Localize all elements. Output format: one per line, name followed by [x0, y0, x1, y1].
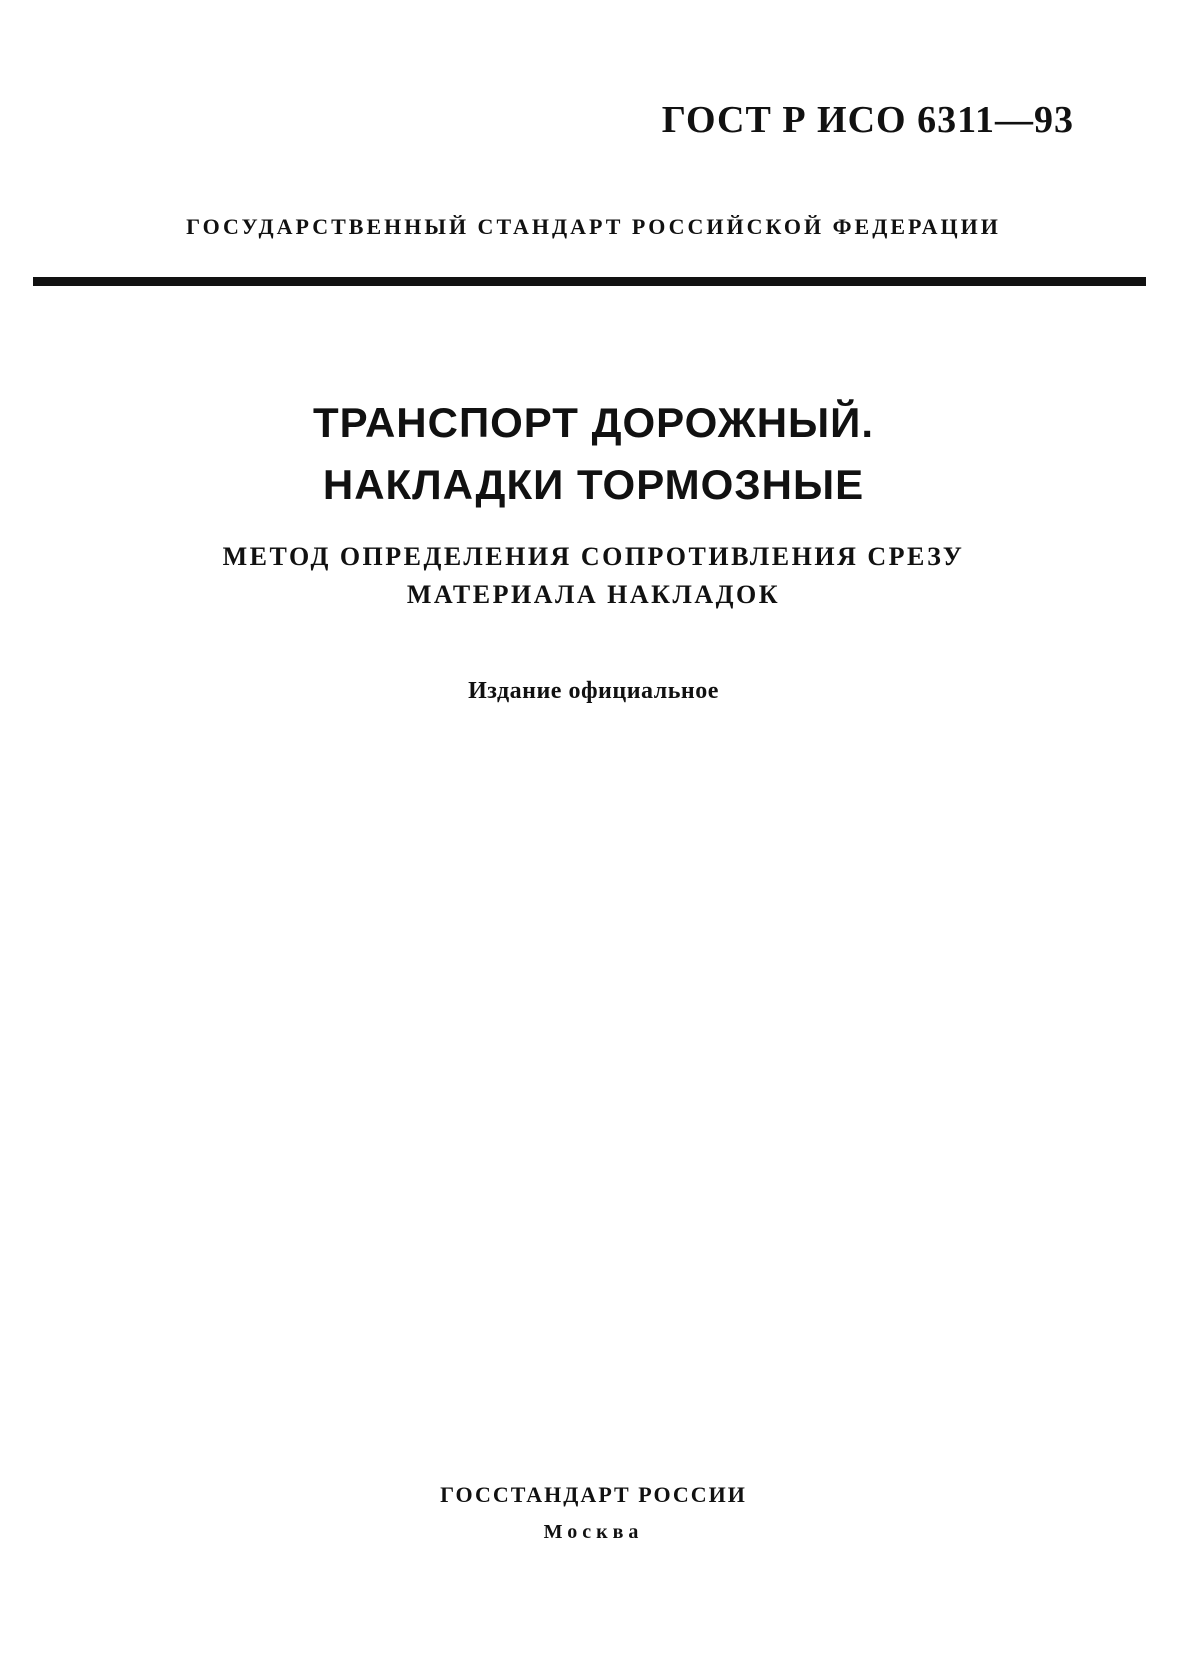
edition-note: Издание официальное	[468, 678, 719, 704]
publication-city: Москва	[543, 1521, 644, 1543]
publisher-name: ГОССТАНДАРТ РОССИИ	[440, 1482, 747, 1507]
document-number: ГОСТ Р ИСО 6311—93	[661, 99, 1074, 141]
title-line: НАКЛАДКИ ТОРМОЗНЫЕ	[322, 461, 865, 508]
title-line: ТРАНСПОРТ ДОРОЖНЫЙ.	[312, 399, 875, 446]
document-title	[0, 392, 1187, 516]
document-subtitle	[0, 538, 1187, 614]
subtitle-line: МЕТОД ОПРЕДЕЛЕНИЯ СОПРОТИВЛЕНИЯ СРЕЗУ	[222, 542, 965, 571]
state-standard-heading: ГОСУДАРСТВЕННЫЙ СТАНДАРТ РОССИЙСКОЙ ФЕДЕРАЦИИ	[186, 214, 1001, 239]
horizontal-rule	[33, 277, 1146, 286]
subtitle-line: МАТЕРИАЛА НАКЛАДОК	[406, 580, 781, 609]
